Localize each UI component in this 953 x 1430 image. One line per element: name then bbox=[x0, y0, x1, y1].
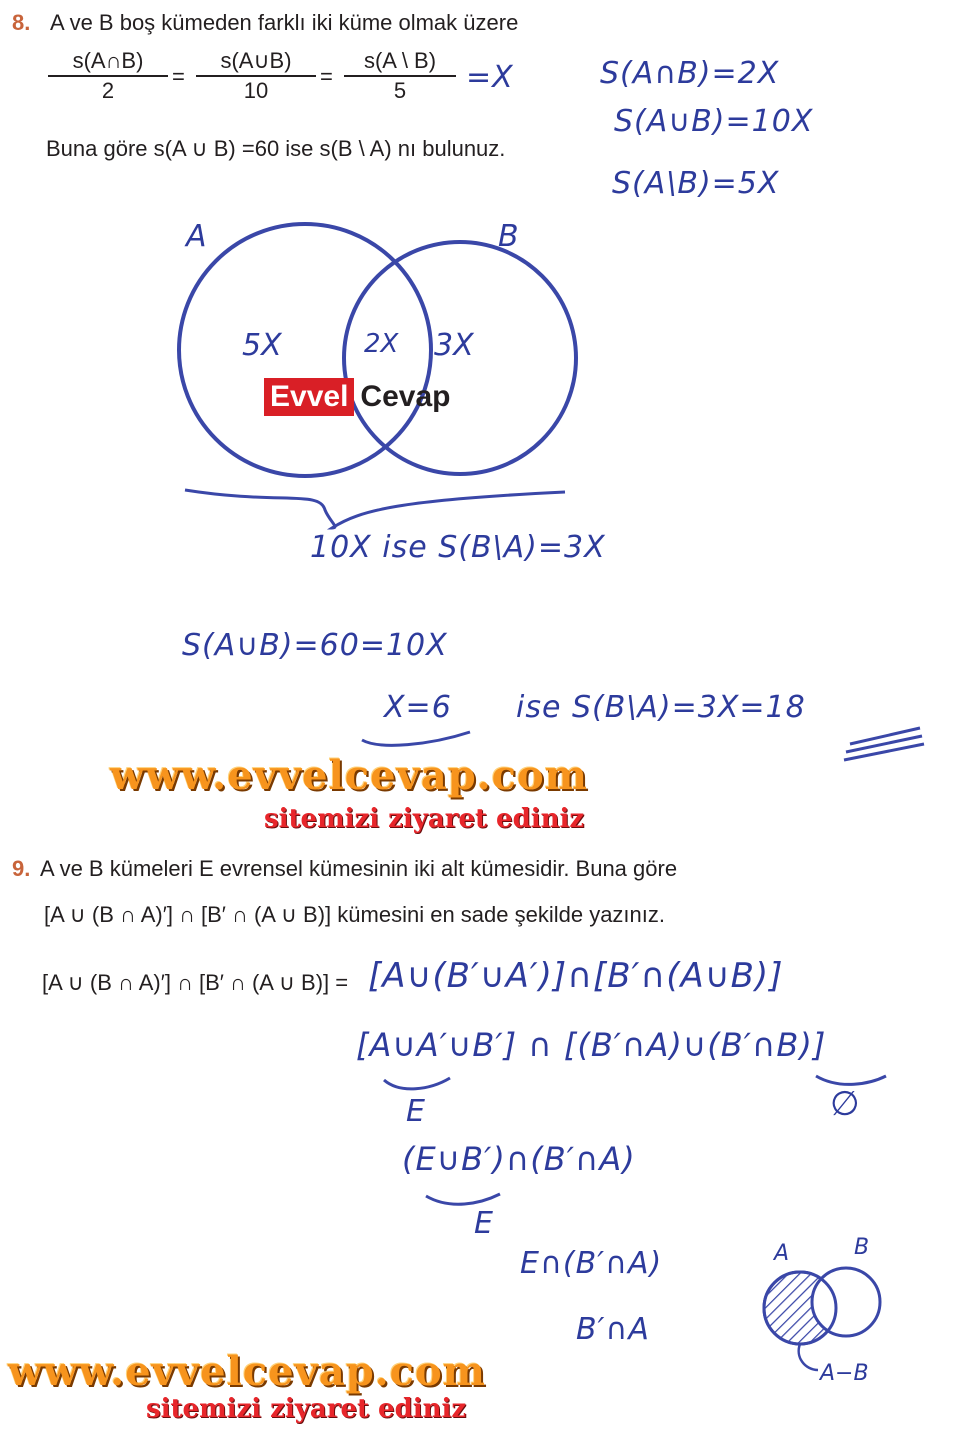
q8-number: 8. bbox=[12, 10, 31, 35]
brace-mark bbox=[185, 490, 565, 528]
hand-note-intersection: S(A∩B)=2X bbox=[600, 56, 780, 91]
hand-line-2: S(A∪B)=60=10X bbox=[182, 628, 448, 663]
venn-label-a: A bbox=[186, 219, 207, 254]
q9-expression: [A ∪ (B ∩ A)′] ∩ [B′ ∩ (A ∪ B)] kümesini en sade şekilde yazınız. bbox=[44, 902, 666, 927]
fraction-denominator: 2 bbox=[101, 78, 115, 103]
q8-fraction-1 bbox=[48, 48, 168, 104]
logo-black-part: Cevap bbox=[360, 380, 451, 413]
q9-venn-diagram bbox=[750, 1232, 900, 1392]
hand-step-4: E∩(B′∩A) bbox=[520, 1246, 663, 1281]
fraction-denominator: 5 bbox=[393, 78, 407, 103]
hand-note-difference: S(A\B)=5X bbox=[612, 166, 780, 201]
hand-step-5: B′∩A bbox=[576, 1312, 650, 1347]
venn-right-region: 3X bbox=[434, 328, 474, 363]
venn-middle-region: 2X bbox=[364, 329, 399, 359]
q8-question: Buna göre s(A ∪ B) =60 ise s(B \ A) nı bulunuz. bbox=[46, 136, 506, 161]
q9-number: 9. bbox=[12, 856, 31, 881]
watermark-site: www.evvelcevap.com bbox=[110, 752, 588, 799]
q8-prompt: A ve B boş kümeden farklı iki küme olmak üzere bbox=[50, 10, 519, 35]
venn2-label-a: A bbox=[774, 1241, 790, 1266]
equals-sign: = bbox=[320, 64, 333, 89]
evvelcevap-logo bbox=[264, 378, 456, 416]
watermark-sub: sitemizi ziyaret ediniz bbox=[264, 804, 585, 834]
hand-note-union: S(A∪B)=10X bbox=[614, 104, 814, 139]
fraction-result: =X bbox=[466, 60, 514, 95]
hand-e-2: E bbox=[474, 1206, 494, 1241]
equals-sign: = bbox=[172, 64, 185, 89]
q9-underline-marks bbox=[370, 1060, 910, 1220]
venn2-label-b: B bbox=[854, 1235, 870, 1260]
hand-e-1: E bbox=[406, 1094, 426, 1129]
hand-empty-set: ∅ bbox=[830, 1084, 861, 1124]
hand-step-1: [A∪(B′∪A′)]∩[B′∩(A∪B)] bbox=[368, 956, 784, 996]
hand-line-1: 10X ise S(B\A)=3X bbox=[310, 530, 606, 565]
q9-expression-lhs: [A ∪ (B ∩ A)′] ∩ [B′ ∩ (A ∪ B)] = bbox=[42, 970, 349, 995]
fraction-numerator: s(A∪B) bbox=[220, 48, 292, 73]
q9-prompt: A ve B kümeleri E evrensel kümesinin iki alt kümesidir. Buna göre bbox=[40, 856, 678, 881]
venn2-note: A−B bbox=[820, 1361, 869, 1386]
fraction-numerator: s(A \ B) bbox=[363, 48, 437, 73]
fraction-numerator: s(A∩B) bbox=[72, 48, 144, 73]
venn-diagram bbox=[160, 210, 600, 540]
hand-step-2: [A∪A′∪B′] ∩ [(B′∩A)∪(B′∩B)] bbox=[356, 1026, 827, 1064]
venn-left-region: 5X bbox=[242, 328, 282, 363]
q8-fraction-2 bbox=[196, 48, 316, 104]
hand-line-3-answer: ise S(B\A)=3X=18 bbox=[516, 690, 806, 725]
watermark-sub-2: sitemizi ziyaret ediniz bbox=[146, 1394, 467, 1424]
logo-red-part: Evvel bbox=[264, 378, 354, 416]
hand-line-3-x: X=6 bbox=[384, 690, 452, 725]
watermark-site-2: www.evvelcevap.com bbox=[8, 1348, 486, 1395]
hand-step-3: (E∪B′)∩(B′∩A) bbox=[402, 1140, 636, 1178]
fraction-denominator: 10 bbox=[243, 78, 269, 103]
q8-fraction-3 bbox=[344, 48, 456, 104]
venn-label-b: B bbox=[498, 219, 519, 254]
